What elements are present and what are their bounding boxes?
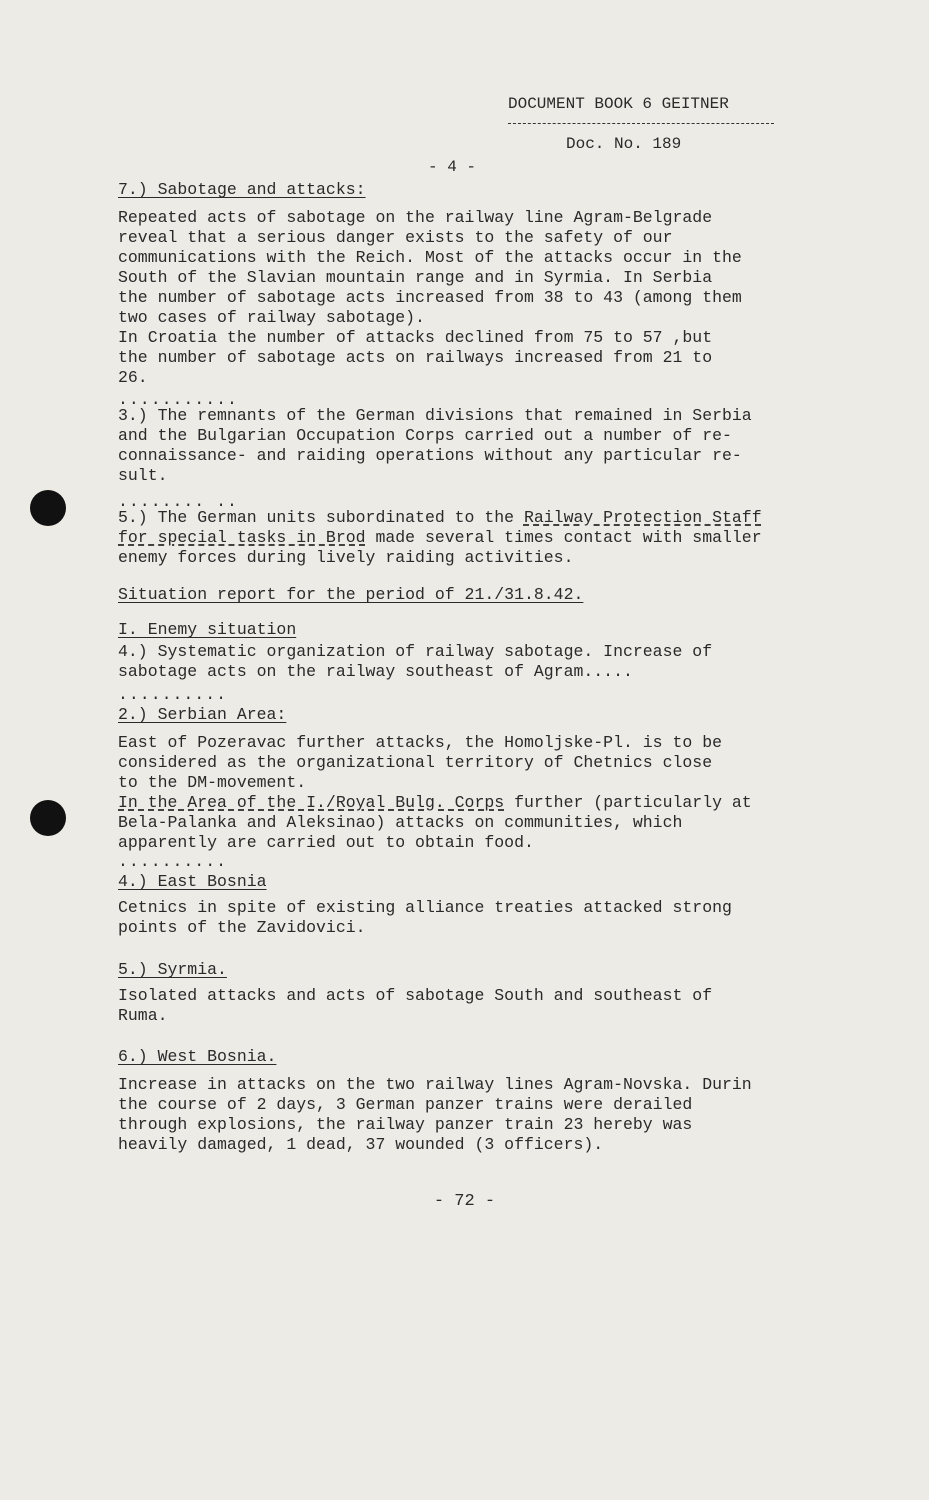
section-sabotage-body: Repeated acts of sabotage on the railway line Agram-Belgrade reveal that a serious danger exists to the safety of our communications with the Reich. Most of the attacks occur in the South of the Slavian mountain range and in Syrmia. In Serbia the number of sabotage acts increased from 38 to 43 (among them two cases of railway sabotage). In Croatia the number of attacks declined from 75 to 57 ,but the number of sabotage acts on railways increased from 21 to 26. [118, 208, 742, 387]
section-railway-protection [118, 508, 878, 568]
document-book-title: DOCUMENT BOOK 6 GEITNER [508, 95, 729, 113]
railway-protection-prefix: 5.) The German units subordinated to the [118, 508, 524, 527]
ellipsis: ........ .. [118, 492, 238, 511]
enemy-situation-body: 4.) Systematic organization of railway sabotage. Increase of sabotage acts on the railway southeast of Agram..... [118, 642, 713, 681]
serbian-area-title: 2.) Serbian Area: [118, 705, 287, 724]
east-bosnia-heading [118, 872, 878, 892]
page-number: - 72 - [433, 1192, 496, 1211]
ellipsis: ........... [118, 390, 238, 409]
syrmia-title: 5.) Syrmia. [118, 960, 227, 979]
sabotage-heading: 7.) Sabotage and attacks: [118, 180, 366, 199]
serbian-area-text: East of Pozeravac further attacks, the Homoljske-Pl. is to be considered as the organizational territory of Chetnics close to the DM-movement. [118, 733, 722, 792]
railway-protection-staff: Railway Protection Staff for special tasks in Brod [118, 508, 762, 547]
enemy-situation-heading [118, 620, 878, 640]
serbian-area-body [118, 733, 878, 853]
serbian-area-heading [118, 705, 878, 725]
west-bosnia-heading [118, 1047, 878, 1067]
royal-bulg-corps: In the Area of the I./Royal Bulg. Corps [118, 793, 505, 812]
west-bosnia-title: 6.) West Bosnia. [118, 1047, 277, 1066]
situation-report-title: Situation report for the period of 21./31.8.42. [118, 585, 584, 604]
section-sabotage-heading [118, 180, 878, 200]
punch-hole-top [30, 490, 66, 526]
ellipsis: .......... [118, 685, 228, 704]
header-rule [508, 123, 774, 124]
east-bosnia-title: 4.) East Bosnia [118, 872, 267, 891]
serbian-area-rest: further (particularly at Bela-Palanka and Aleksinao) attacks on communities, which apparently are carried out to obtain food. [118, 793, 752, 852]
situation-report-heading [118, 585, 878, 605]
punch-hole-bottom [30, 800, 66, 836]
syrmia-body: Isolated attacks and acts of sabotage South and southeast of Ruma. [118, 986, 713, 1025]
document-number: Doc. No. 189 [566, 135, 682, 153]
enemy-situation-title: I. Enemy situation [118, 620, 297, 639]
railway-protection-rest: made several times contact with smaller enemy forces during lively raiding activities. [118, 528, 762, 567]
west-bosnia-body: Increase in attacks on the two railway lines Agram-Novska. Durin the course of 2 days, 3 German panzer trains were derailed through explosions, the railway panzer train 23 hereby was heavily damaged, 1 dead, 37 wounded (3 officers). [118, 1075, 752, 1154]
ellipsis: .......... [118, 852, 228, 871]
east-bosnia-body: Cetnics in spite of existing alliance treaties attacked strong points of the Zavidovici. [118, 898, 732, 937]
section-remnants-body: 3.) The remnants of the German divisions that remained in Serbia and the Bulgarian Occupation Corps carried out a number of re- connaissance- and raiding operations without any particular re- sult. [118, 406, 752, 485]
syrmia-heading [118, 960, 878, 980]
page-marker: - 4 - [428, 158, 477, 176]
